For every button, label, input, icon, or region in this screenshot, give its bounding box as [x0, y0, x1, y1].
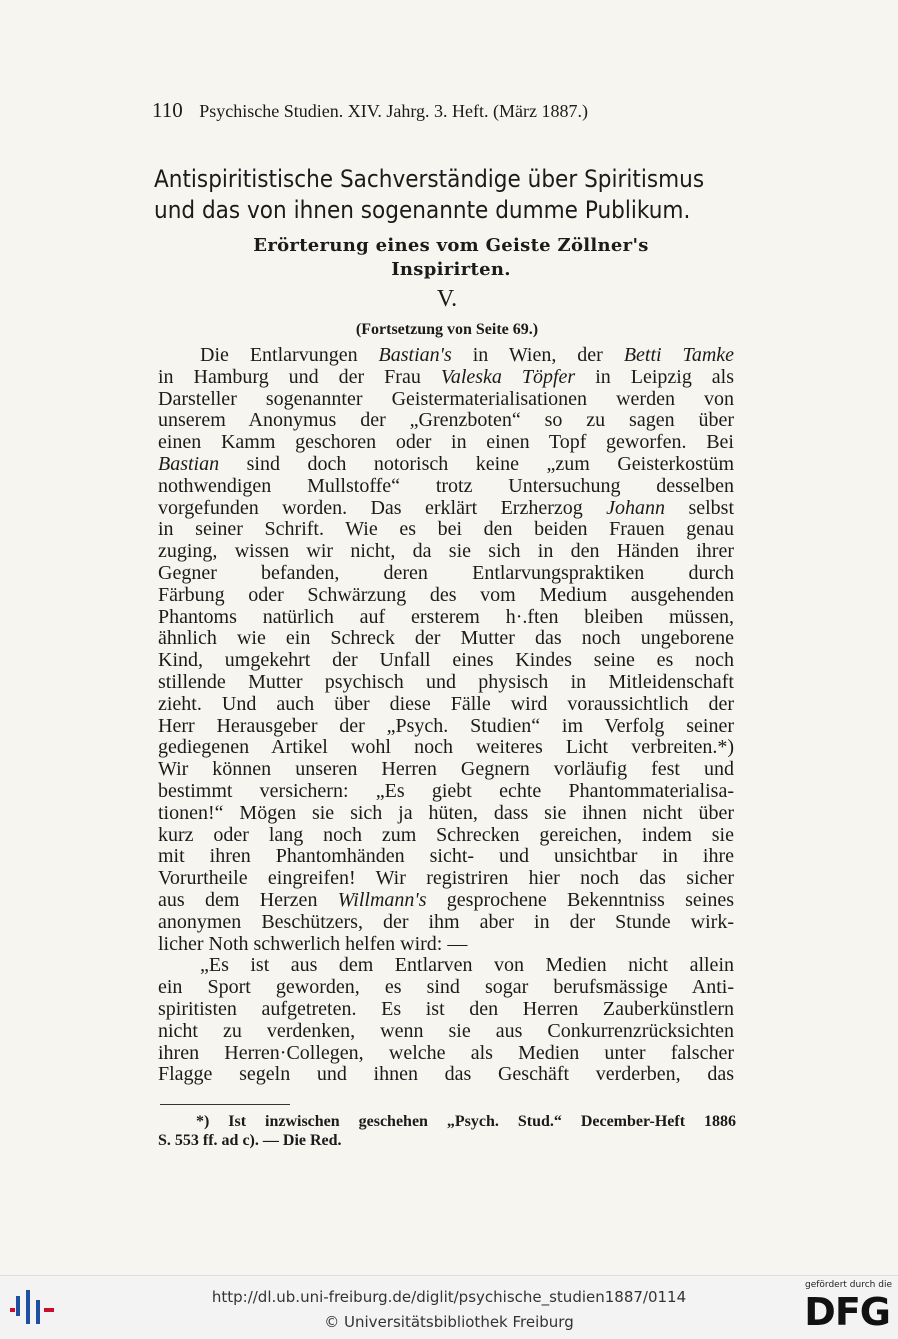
article-subtitle — [168, 234, 734, 282]
body-line: Flagge segeln und ihnen das Geschäft verderben, das — [158, 1063, 734, 1086]
body-line: aus dem Herzen Willmann's gesprochene Bekenntniss seines — [158, 888, 734, 911]
continuation-note: (Fortsetzung von Seite 69.) — [355, 321, 539, 338]
body-line: in seiner Schrift. Wie es bei den beiden Frauen genau — [158, 518, 734, 541]
article-title — [154, 164, 705, 226]
body-line: Vorurtheile eingreifen! Wir registriren hier noch das sicher — [158, 867, 734, 890]
body-line: Wir können unseren Herren Gegnern vorläufig fest und — [158, 758, 734, 781]
body-line: Die Entlarvungen Bastian's in Wien, der Betti Tamke — [200, 344, 735, 366]
body-line: licher Noth schwerlich helfen wird: — — [158, 932, 468, 955]
body-line: „Es ist aus dem Entlarven von Medien nicht allein — [200, 954, 734, 977]
body-line: Bastian sind doch notorisch keine „zum Geisterkostüm — [158, 452, 734, 475]
dfg-caption: gefördert durch die — [805, 1280, 892, 1290]
body-line: nothwendigen Mullstoffe“ trotz Untersuchung desselben — [158, 474, 734, 497]
body-line: stillende Mutter psychisch und physisch in Mitleidenschaft — [158, 670, 734, 693]
body-line: nicht zu verdenken, wenn sie aus Conkurrenzrücksichten — [158, 1019, 734, 1042]
body-line: vorgefunden worden. Das erklärt Erzherzog Johann selbst — [158, 496, 735, 519]
body-line: Kind, umgekehrt der Unfall eines Kindes seine es noch — [158, 649, 734, 672]
body-line: in Hamburg und der Frau Valeska Töpfer in Leipzig als — [158, 365, 735, 388]
body-line: zuging, wissen wir nicht, da sie sich in den Händen ihrer — [158, 540, 734, 563]
footnote-line: S. 553 ff. ad c). — Die Red. — [158, 1132, 342, 1149]
page-number: 110 — [152, 98, 183, 122]
body-line: Darsteller sogenannter Geistermaterialisationen werden von — [158, 387, 734, 410]
footnote-line: *) Ist inzwischen geschehen „Psych. Stud.“ December-Heft 1886 — [196, 1113, 736, 1130]
copyright-notice: © Universitätsbibliothek Freiburg — [324, 1313, 574, 1331]
section-number: V. — [436, 286, 458, 312]
footnote — [158, 1112, 736, 1150]
running-title: Psychische Studien. XIV. Jahrg. 3. Heft. (März 1887.) — [199, 101, 589, 121]
body-line: anonymen Beschützers, der ihm aber in der Stunde wirk- — [158, 910, 734, 933]
body-line: mit ihren Phantomhänden sicht- und unsichtbar in ihre — [158, 845, 734, 868]
library-logo-icon — [10, 1288, 60, 1328]
body-line: bestimmt versichern: „Es giebt echte Phantommaterialisa- — [158, 779, 734, 802]
body-line: ein Sport geworden, es sind sogar berufsmässige Anti- — [158, 976, 734, 999]
body-line: Phantoms natürlich auf ersterem h·.ften bleiben müssen, — [158, 605, 734, 628]
body-line: einen Kamm geschoren oder in einen Topf geworfen. Bei — [158, 431, 734, 454]
body-line: Gegner befanden, deren Entlarvungspraktiken durch — [158, 561, 734, 584]
body-line: gediegenen Artikel wohl noch weiteres Licht verbreiten.*) — [158, 736, 734, 759]
body-line: unserem Anonymus der „Grenzboten“ so zu sagen über — [158, 409, 734, 432]
body-line: zieht. Und auch über diese Fälle wird voraussichtlich der — [158, 692, 734, 715]
subtitle-line: Erörterung eines vom Geiste Zöllner's — [253, 235, 649, 256]
dfg-logo: DFG — [804, 1290, 890, 1334]
subtitle-line: Inspirirten. — [391, 259, 511, 280]
running-head — [152, 98, 692, 123]
body-line: Färbung oder Schwärzung des vom Medium ausgehenden — [158, 583, 734, 606]
body-line: spiritisten aufgetreten. Es ist den Herren Zauberkünstlern — [158, 997, 734, 1020]
body-line: kurz oder lang noch zum Schrecken gereichen, indem sie — [158, 823, 734, 846]
footnote-rule — [160, 1104, 290, 1105]
permalink-url[interactable]: http://dl.ub.uni-freiburg.de/diglit/psychische_studien1887/0114 — [211, 1288, 687, 1306]
body-line: ähnlich wie ein Schreck der Mutter das noch ungeborene — [158, 627, 734, 650]
title-line: und das von ihnen sogenannte dumme Publikum. — [154, 196, 691, 224]
body-line: tionen!“ Mögen sie sich ja hüten, dass sie ihnen nicht über — [158, 801, 734, 824]
body-line: ihren Herren·Collegen, welche als Medien unter falscher — [158, 1041, 734, 1064]
title-line: Antispiritistische Sachverständige über Spiritismus — [154, 165, 705, 193]
body-text — [158, 345, 734, 1086]
body-line: Herr Herausgeber der „Psych. Studien“ im Verfolg seiner — [158, 714, 734, 737]
